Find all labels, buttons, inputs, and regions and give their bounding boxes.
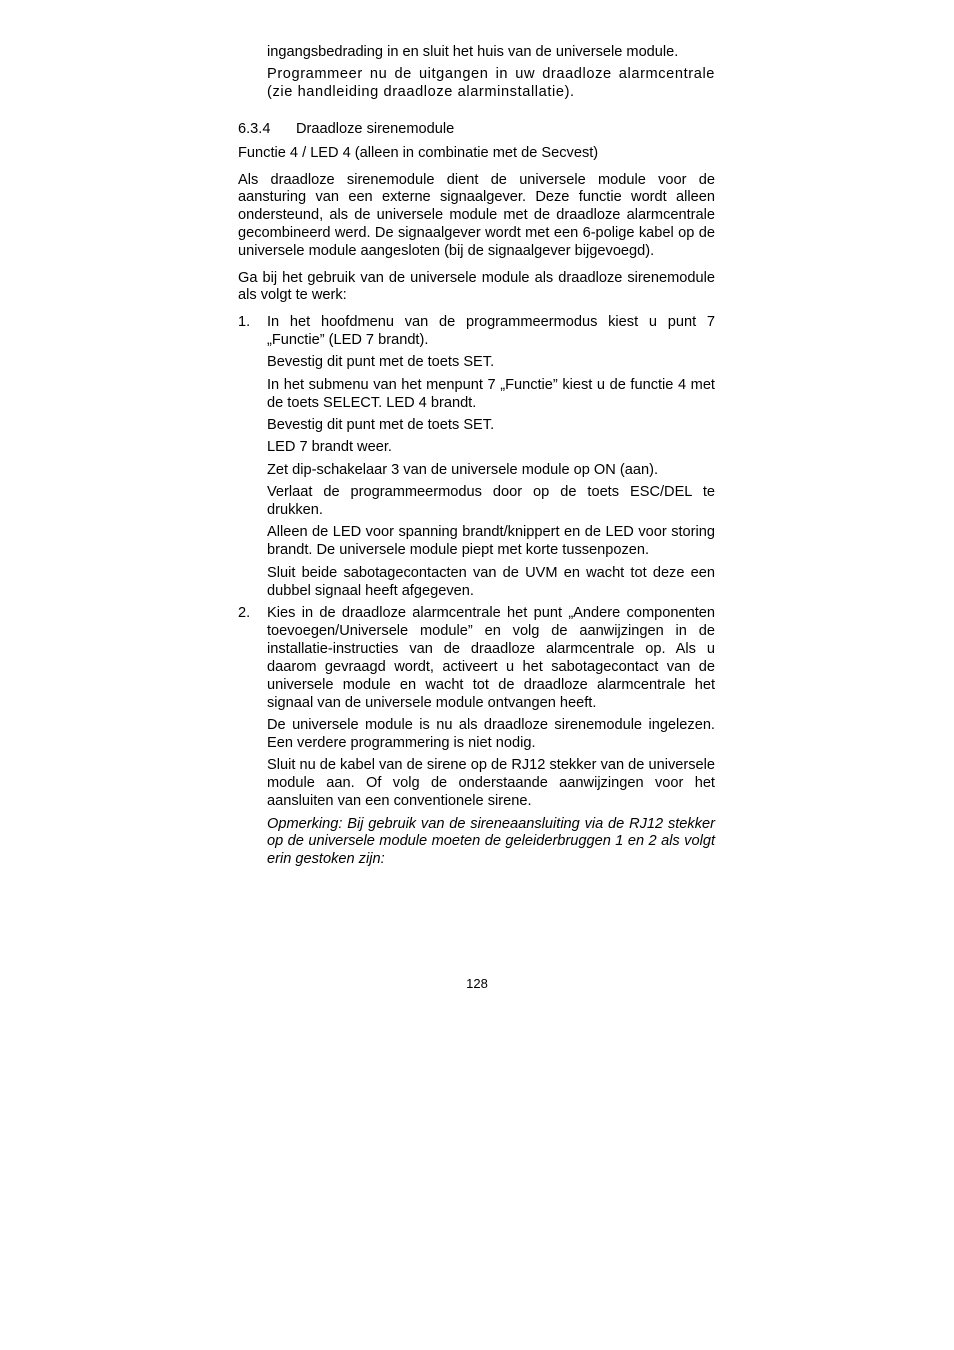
section-title: Draadloze sirenemodule [296, 121, 455, 138]
page-content [238, 44, 715, 869]
section-heading [238, 121, 715, 139]
list-number: 2. [238, 605, 251, 622]
step-sub-paragraph: LED 7 brandt weer. [267, 439, 392, 456]
intro-paragraph-2: Programmeer nu de uitgangen in uw draadloze alarmcentrale (zie handleiding draadloze alarminstallatie). [267, 66, 715, 101]
section-paragraph-2: Ga bij het gebruik van de universele module als draadloze sirenemodule als volgt te werk: [238, 269, 715, 304]
step-sub-paragraph: Sluit nu de kabel van de sirene op de RJ12 stekker van de universele module aan. Of volg de onderstaande aanwijzingen voor het aansluiten van een conventionele sirene. [267, 757, 715, 810]
list-item-1 [238, 314, 715, 350]
step-sub-paragraph: Zet dip-schakelaar 3 van de universele module op ON (aan). [267, 461, 658, 478]
list-text: In het hoofdmenu van de programmeermodus kiest u punt 7 „Functie” (LED 7 brandt). [267, 313, 715, 348]
step-sub-paragraph: Alleen de LED voor spanning brandt/knippert en de LED voor storing brandt. De universele module piept met korte tussenpozen. [267, 524, 715, 559]
step-sub-paragraph: De universele module is nu als draadloze sirenemodule ingelezen. Een verdere programmering is niet nodig. [267, 717, 715, 751]
step-sub-paragraph: Bevestig dit punt met de toets SET. [267, 416, 495, 433]
section-number: 6.3.4 [238, 121, 271, 138]
step-sub-paragraph: Verlaat de programmeermodus door op de toets ESC/DEL te drukken. [267, 484, 715, 519]
list-item-2 [238, 605, 715, 712]
list-number: 1. [238, 313, 251, 330]
step-sub-paragraph: Bevestig dit punt met de toets SET. [267, 354, 495, 371]
list-text: Kies in de draadloze alarmcentrale het punt „Andere componenten toevoegen/Universele module” en volg de aanwijzingen in de installatie-instructies van de draadloze alarmcentrale op. Als u daarom gevraagd wordt, activeert u het sabotagecontact van de universele module en wacht tot de draadloze alarmcentrale het signaal van de universele module ontvangen heeft. [267, 605, 715, 711]
step-sub-paragraph: In het submenu van het menpunt 7 „Functie” kiest u de functie 4 met de toets SELECT. LED 4 brandt. [267, 376, 715, 411]
note-paragraph: Opmerking: Bij gebruik van de sireneaansluiting via de RJ12 stekker op de universele module moeten de geleiderbruggen 1 en 2 als volgt erin gestoken zijn: [267, 815, 715, 868]
function-line: Functie 4 / LED 4 (alleen in combinatie met de Secvest) [238, 145, 599, 162]
intro-paragraph-1: ingangsbedrading in en sluit het huis van de universele module. [267, 44, 679, 60]
section-paragraph-1: Als draadloze sirenemodule dient de universele module voor de aansturing van een externe signaalgever. Deze functie wordt alleen ondersteund, als de universele module met de draadloze alarmcentrale gecombineerd werd. De signaalgever wordt met een 6-polige kabel op de universele module aangesloten (bij de signaalgever bijgevoegd). [238, 171, 715, 260]
step-sub-paragraph: Sluit beide sabotagecontacten van de UVM en wacht tot deze een dubbel signaal heeft afgegeven. [267, 564, 715, 599]
page-number: 128 [466, 976, 488, 991]
